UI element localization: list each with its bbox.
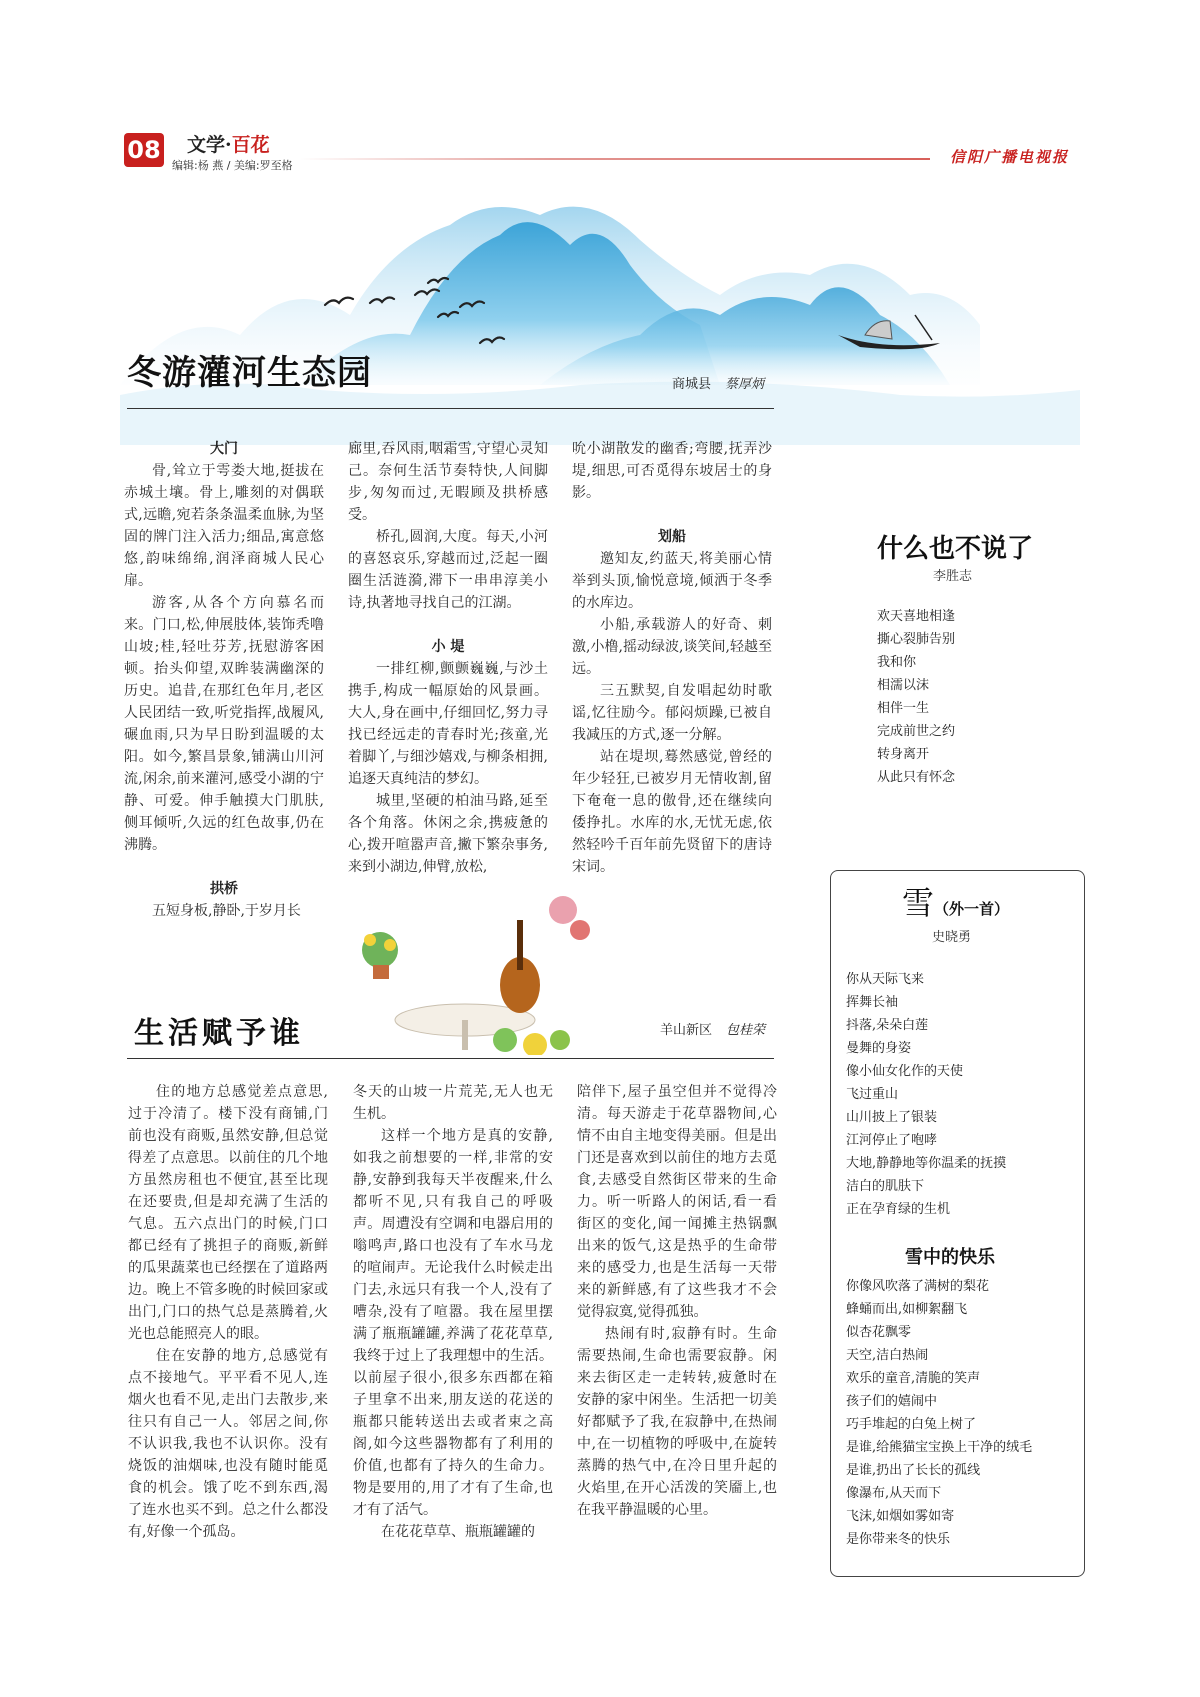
bird-1 (325, 298, 353, 305)
article-byline (672, 373, 764, 392)
still-life-illustration (345, 880, 605, 1055)
paragraph: 五短身板,静卧,于岁月长 (152, 903, 301, 919)
paragraph: 冬天的山坡一片荒芜,无人也无生机。 (353, 1084, 553, 1122)
poem-lines (846, 1275, 1032, 1551)
poem-author: 李胜志 (933, 569, 973, 584)
poem-line: 你从天际飞来 (846, 972, 925, 987)
byline-author: 蔡厚炳 (725, 377, 765, 392)
poem-title-sub: （外一首） (934, 900, 1010, 918)
poem-line: 欢乐的童音,清脆的笑声 (846, 1371, 981, 1386)
paragraph: 廊里,吞风雨,咽霜雪,守望心灵知己。奈何生活节奏特快,人间脚步,匆匆而过,无暇顾及拱桥感受。 (348, 441, 548, 523)
subheading: 拱桥 (210, 881, 238, 897)
article-column-3 (572, 438, 772, 878)
poem-line: 是谁,扔出了长长的孤线 (846, 1463, 981, 1478)
paragraph: 邀知友,约蓝天,将美丽心情举到头顶,愉悦意境,倾洒于冬季的水库边。 (572, 551, 772, 611)
section-title-prefix: 文学· (187, 134, 232, 156)
poem-title-main: 雪 (902, 884, 935, 922)
article-column-1 (124, 438, 324, 922)
poem-lines (877, 605, 955, 789)
poem-line: 似杏花飘零 (846, 1325, 912, 1340)
violin-icon (500, 920, 540, 1013)
article-title: 冬游灌河生态园 (127, 353, 372, 393)
spacer (572, 504, 772, 526)
poem-line: 从此只有怀念 (877, 770, 956, 785)
paragraph: 小船,承载游人的好奇、刺激,小橹,摇动绿波,谈笑间,轻越至远。 (572, 617, 772, 677)
poem-line: 抖落,朵朵白莲 (846, 1018, 929, 1033)
header-divider (300, 158, 930, 160)
paragraph: 一排红柳,颤颤巍巍,与沙土携手,构成一幅原始的风景画。大人,身在画中,仔细回忆,努力寻找已经远走的青春时光;孩童,光着脚丫,与细沙嬉戏,与柳条相拥,追逐天真纯洁的梦幻。 (348, 661, 548, 787)
poem-line: 相伴一生 (877, 701, 930, 716)
article-column-2 (353, 1081, 553, 1543)
poem-author: 史晓勇 (932, 930, 972, 945)
paragraph: 城里,坚硬的柏油马路,延至各个角落。休闲之余,携疲惫的心,拨开喧嚣声音,撇下繁杂事务,来到小湖边,伸臂,放松, (348, 793, 548, 875)
spacer (348, 614, 548, 636)
page-number: 08 (124, 133, 164, 167)
paragraph: 在花花草草、瓶瓶罐罐的 (381, 1524, 535, 1540)
poem-lines (846, 968, 1006, 1221)
poem-line: 是你带来冬的快乐 (846, 1532, 951, 1547)
spacer (124, 856, 324, 878)
section-title (187, 130, 270, 157)
section-title-highlight: 百花 (231, 134, 270, 156)
poem-line: 撕心裂肺告别 (877, 632, 956, 647)
article-title: 生活赋予谁 (134, 1016, 304, 1051)
poem-line: 山川披上了银装 (846, 1110, 938, 1125)
subheading: 小 堤 (431, 639, 465, 655)
article-column-1 (128, 1081, 328, 1543)
paragraph: 陪伴下,屋子虽空但并不觉得冷清。每天游走于花草器物间,心情不由自主地变得美丽。但是出门还是喜欢到以前住的地方去觅食,去感受自然街区带来的生命力。听一听路人的闲话,看一看街区的变化,闻一闻摊主热锅飘出来的饭气,这是热乎的生命带来的感受力,也是生活每一天带来的新鲜感,有了这些我才不会觉得寂寞,觉得孤独。 (577, 1084, 777, 1320)
newspaper-name: 信阳广播电视报 (950, 148, 1070, 166)
poem-line: 巧手堆起的白兔上树了 (846, 1417, 977, 1432)
paragraph: 住在安静的地方,总感觉有点不接地气。平平看不见人,连烟火也看不见,走出门去散步,来往只有自己一人。邻居之间,你不认识我,我也不认识你。没有烧饭的油烟味,也没有随时能觅食的机会。饿了吃不到东西,渴了连水也买不到。总之什么都没有,好像一个孤岛。 (128, 1348, 328, 1540)
poem-line: 天空,洁白热闹 (846, 1348, 929, 1363)
poem-line: 正在孕育绿的生机 (846, 1202, 951, 1217)
subheading: 大门 (210, 441, 238, 457)
poem-line: 江河停止了咆哮 (846, 1133, 938, 1148)
poem-line: 飞沫,如烟如雾如寄 (846, 1509, 955, 1524)
title-underline (127, 408, 774, 409)
poem-line: 我和你 (877, 655, 917, 670)
poem-line: 像小仙女化作的天使 (846, 1064, 964, 1079)
paragraph: 三五默契,自发唱起幼时歌谣,忆往励今。郁闷烦躁,已被自我减压的方式,逐一分解。 (572, 683, 772, 743)
poem-line: 像瀑布,从天而下 (846, 1486, 942, 1501)
poem-line: 你像风吹落了满树的梨花 (846, 1279, 990, 1294)
poem-line: 转身离开 (877, 747, 930, 762)
paragraph: 住的地方总感觉差点意思,过于冷清了。楼下没有商铺,门前也没有商贩,虽然安静,但总觉得差了点意思。以前住的几个地方虽然房租也不便宜,甚至比现在还要贵,但是却充满了生活的气息。五六点出门的时候,门口都已经有了挑担子的商贩,新鲜的瓜果蔬菜也已经摆在了道路两边。晚上不管多晚的时候回家或出门,门口的热气总是蒸腾着,火光也总能照亮人的眼。 (128, 1084, 328, 1342)
byline-location: 商城县 (672, 377, 712, 392)
poem-line: 曼舞的身姿 (846, 1041, 912, 1056)
paragraph: 这样一个地方是真的安静,如我之前想要的一样,非常的安静,安静到我每天半夜醒来,什么都听不见,只有我自己的呼吸声。周遭没有空调和电器启用的嗡鸣声,路口也没有了车水马龙的喧闹声。无论我什么时候走出门去,永远只有我一个人,没有了嘈杂,没有了喧嚣。我在屋里摆满了瓶瓶罐罐,养满了花花草草,我终于过上了我理想中的生活。以前屋子很小,很多东西都在箱子里拿不出来,朋友送的花送的瓶都只能转送出去或者束之高阁,如今这些器物都有了利用的价值,也都有了持久的生命力。物是要用的,用了才有了生命,也才有了活气。 (353, 1128, 553, 1518)
paragraph: 吮小湖散发的幽香;弯腰,抚弄沙堤,细思,可否觅得东坡居士的身影。 (572, 441, 772, 501)
poem-line: 欢天喜地相逢 (877, 609, 956, 624)
poem-line: 蜂蛹而出,如柳絮翻飞 (846, 1302, 968, 1317)
poem-title: 什么也不说了 (877, 534, 1034, 564)
article-column-2 (348, 438, 548, 878)
poem-title (902, 878, 1009, 924)
poem-line: 洁白的肌肤下 (846, 1179, 925, 1194)
poem-line: 大地,静静地等你温柔的抚摸 (846, 1156, 1007, 1171)
paragraph: 游客,从各个方向慕名而来。门口,松,伸展肢体,装饰秃噜山坡;桂,轻吐芬芳,抚慰游客困顿。抬头仰望,双眸装满幽深的历史。追昔,在那红色年月,老区人民团结一致,听党指挥,战履风,碾血雨,只为早日盼到温暖的太阳。如今,繁昌景象,铺满山川河流,闲余,前来灌河,感受小湖的宁静、可爱。伸手触摸大门肌肤,侧耳倾听,久远的红色故事,仍在沸腾。 (124, 595, 324, 853)
paragraph: 骨,耸立于雩娄大地,挺拔在赤城土壤。骨上,雕刻的对偶联式,远瞻,宛若条条温柔血脉,为坚固的牌门注入活力;细品,寓意悠悠,韵味绵绵,润泽商城人民心扉。 (124, 463, 324, 589)
paragraph: 站在堤坝,蓦然感觉,曾经的年少轻狂,已被岁月无情收割,留下奄奄一息的傲骨,还在继续向倭挣扎。水库的水,无忧无虑,依然轻吟千百年前先贤留下的唐诗宋词。 (572, 749, 772, 875)
poem-line: 飞过重山 (846, 1087, 899, 1102)
title-underline (127, 1058, 774, 1059)
poem-line: 相濡以沫 (877, 678, 930, 693)
poem-line: 挥舞长袖 (846, 995, 899, 1010)
article-byline (660, 1019, 765, 1038)
byline-author: 包桂荣 (726, 1023, 766, 1038)
mountain-landscape-illustration (120, 185, 1080, 445)
subheading: 划船 (658, 529, 686, 545)
poem-line: 孩子们的嬉闹中 (846, 1394, 938, 1409)
article-column-3 (577, 1081, 777, 1521)
byline-location: 羊山新区 (660, 1023, 713, 1038)
poem-line: 完成前世之约 (877, 724, 956, 739)
paragraph: 桥孔,圆润,大度。每天,小河的喜怒哀乐,穿越而过,泛起一圈圈生活涟漪,滞下一串串淳美小诗,执著地寻找自己的江湖。 (348, 529, 548, 611)
poem-line: 是谁,给熊猫宝宝换上干净的绒毛 (846, 1440, 1033, 1455)
paragraph: 热闹有时,寂静有时。生命需要热闹,生命也需要寂静。闲来去街区走一走转转,疲惫时在安静的家中闲坐。生活把一切美好都赋予了我,在寂静中,在热闹中,在一切植物的呼吸中,在旋转蒸腾的热气中,在冷日里升起的火焰里,在开心活泼的笑靥上,也在我平静温暖的心里。 (577, 1326, 777, 1518)
editor-credits: 编辑:杨 燕 / 美编:罗至格 (172, 159, 293, 172)
poem-title: 雪中的快乐 (905, 1247, 995, 1268)
